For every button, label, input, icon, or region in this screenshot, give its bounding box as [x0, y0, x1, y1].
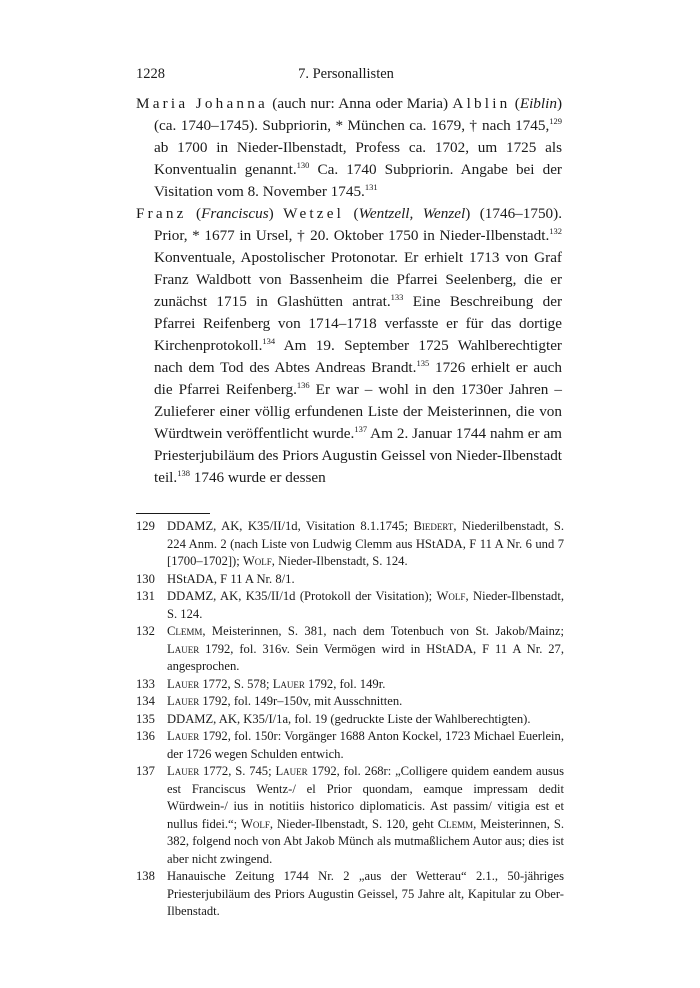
footnote-number: 137 — [136, 764, 155, 778]
entry-surname: Alblin — [452, 95, 511, 112]
footnote-ref[interactable]: 135 — [416, 358, 430, 368]
footnote-number: 132 — [136, 624, 155, 638]
main-text — [136, 93, 562, 489]
name-variant: Eiblin — [519, 95, 557, 112]
footnote-number: 129 — [136, 519, 155, 533]
footnote-number: 130 — [136, 571, 155, 586]
footnote-ref[interactable]: 131 — [364, 182, 378, 192]
footnote-number: 133 — [136, 676, 155, 691]
footnote-132: 132 Clemm, Meisterinnen, S. 381, nach dem Totenbuch von St. Jakob/Mainz; Lauer 1792, fol. 316v. Sein Vermögen wird in HStADA, F 11 A Nr. 27, angesprochen. — [136, 624, 564, 673]
footnote-ref[interactable]: 137 — [354, 424, 368, 434]
running-header — [136, 66, 556, 86]
name-variant: Franciscus — [201, 205, 269, 222]
footnote-number: 136 — [136, 729, 155, 743]
footnote-133: 133 Lauer 1772, S. 578; Lauer 1792, fol. 149r. — [136, 676, 564, 694]
footnote-138: 138 Hanauische Zeitung 1744 Nr. 2 „aus der Wetterau“ 2.1., 50-jähriges Priesterjubiläum des Priors Augustin Geissel, 75 Jahre alt, Kapitular zu Ober-Ilbenstadt. — [136, 869, 564, 918]
footnote-136: 136 Lauer 1792, fol. 150r: Vorgänger 1688 Anton Kockel, 1723 Michael Euerlein, der 1726 wegen Schulden entwich. — [136, 729, 564, 761]
footnote-ref[interactable]: 136 — [296, 380, 310, 390]
entry-maria-johanna-alblin: Maria Johanna (auch nur: Anna oder Maria) Alblin (Eiblin) (ca. 1740–1745). Subpriorin, * München ca. 1679, † nach 1745,$^{129}$ ab 1700 in Nieder-Ilbenstadt, Profess ca. 1702, um 1725 als Konventualin genannt.$^{130}$ Ca. 1740 Subpriorin. Angabe bei der Visitation vom 8. November 1745.$^{131}$ — [136, 95, 562, 200]
footnote-number: 131 — [136, 589, 155, 603]
footnote-130: 130 HStADA, F 11 A Nr. 8/1. — [136, 571, 564, 589]
footnote-ref[interactable]: 129 — [549, 116, 562, 126]
entry-name: Maria Johanna — [136, 95, 268, 112]
footnote-135: 135 DDAMZ, AK, K35/I/1a, fol. 19 (gedruckte Liste der Wahlberechtigten). — [136, 711, 564, 729]
entry-surname: Wetzel — [283, 205, 345, 222]
footnote-134: 134 Lauer 1792, fol. 149r–150v, mit Ausschnitten. — [136, 693, 564, 711]
footnote-separator — [136, 513, 210, 514]
footnote-ref[interactable]: 132 — [549, 226, 562, 236]
footnote-ref[interactable]: 130 — [296, 160, 310, 170]
footnotes — [136, 518, 564, 921]
footnote-ref[interactable]: 138 — [177, 468, 190, 478]
footnote-number: 138 — [136, 869, 155, 883]
name-variant: Wentzell, Wenzel — [358, 205, 466, 222]
footnote-number: 135 — [136, 711, 155, 726]
footnote-ref[interactable]: 134 — [262, 336, 276, 346]
running-title: 7. Personallisten — [298, 66, 394, 82]
footnote-129: 129 DDAMZ, AK, K35/II/1d, Visitation 8.1.1745; Biedert, Niederilbenstadt, S. 224 Anm. 2 (nach Liste von Ludwig Clemm aus HStADA, F 11 A Nr. 6 und 7 [1700–1702]); Wolf, Nieder-Ilbenstadt, S. 124. — [136, 519, 564, 568]
entry-name: Franz — [136, 205, 187, 222]
footnote-137: 137 Lauer 1772, S. 745; Lauer 1792, fol. 268r: „Colligere quidem eandem ausus est Franciscus Wentz-/ el Prior quondam, eamque impressam dedit Würdwein-/ ius in notitiis historico diplomaticis. Ast passim/ vitigia est et nullus fidei.“; Wolf, Nieder-Ilbenstadt, S. 120, geht Clemm, Meisterinnen, S. 382, folgend noch von Abt Jakob Münch als mutmaßlichem Autor aus; dies ist aber nicht zwingend. — [136, 764, 564, 866]
footnote-number: 134 — [136, 694, 155, 708]
footnote-ref[interactable]: 133 — [390, 292, 404, 302]
page-number: 1228 — [136, 66, 165, 82]
entry-franz-wetzel: Franz (Franciscus) Wetzel (Wentzell, Wenzel) (1746–1750). Prior, * 1677 in Ursel, † 20. Oktober 1750 in Nieder-Ilbenstadt.$^{132}$ Konventuale, Apostolischer Protonotar. Er erhielt 1713 von Graf Franz Waldbott von Bassenheim die Pfarrei Seelenberg, die er zunächst 1715 in Glashütten antrat.$^{133}$ Eine Beschreibung der Pfarrei Reifenberg von 1714–1718 verfasste er für das dortige Kirchenprotokoll.$^{134}$ Am 19. September 1725 Wahlberechtigter nach dem Tod des Abtes Andreas Brandt.$^{135}$ 1726 erhielt er auch die Pfarrei Reifenberg.$^{136}$ Er war – wohl in den 1730er Jahren – Zulieferer einer völlig erfundenen Liste der Meisterinnen, die von Würdtwein veröffentlicht wurde.$^{137}$ Am 2. Januar 1744 nahm er am Priesterjubiläum des Priors Augustin Geissel von Nieder-Ilbenstadt teil.$^{138}$ 1746 wurde er dessen — [136, 205, 563, 486]
footnote-131: 131 DDAMZ, AK, K35/II/1d (Protokoll der Visitation); Wolf, Nieder-Ilbenstadt, S. 124. — [136, 589, 564, 621]
